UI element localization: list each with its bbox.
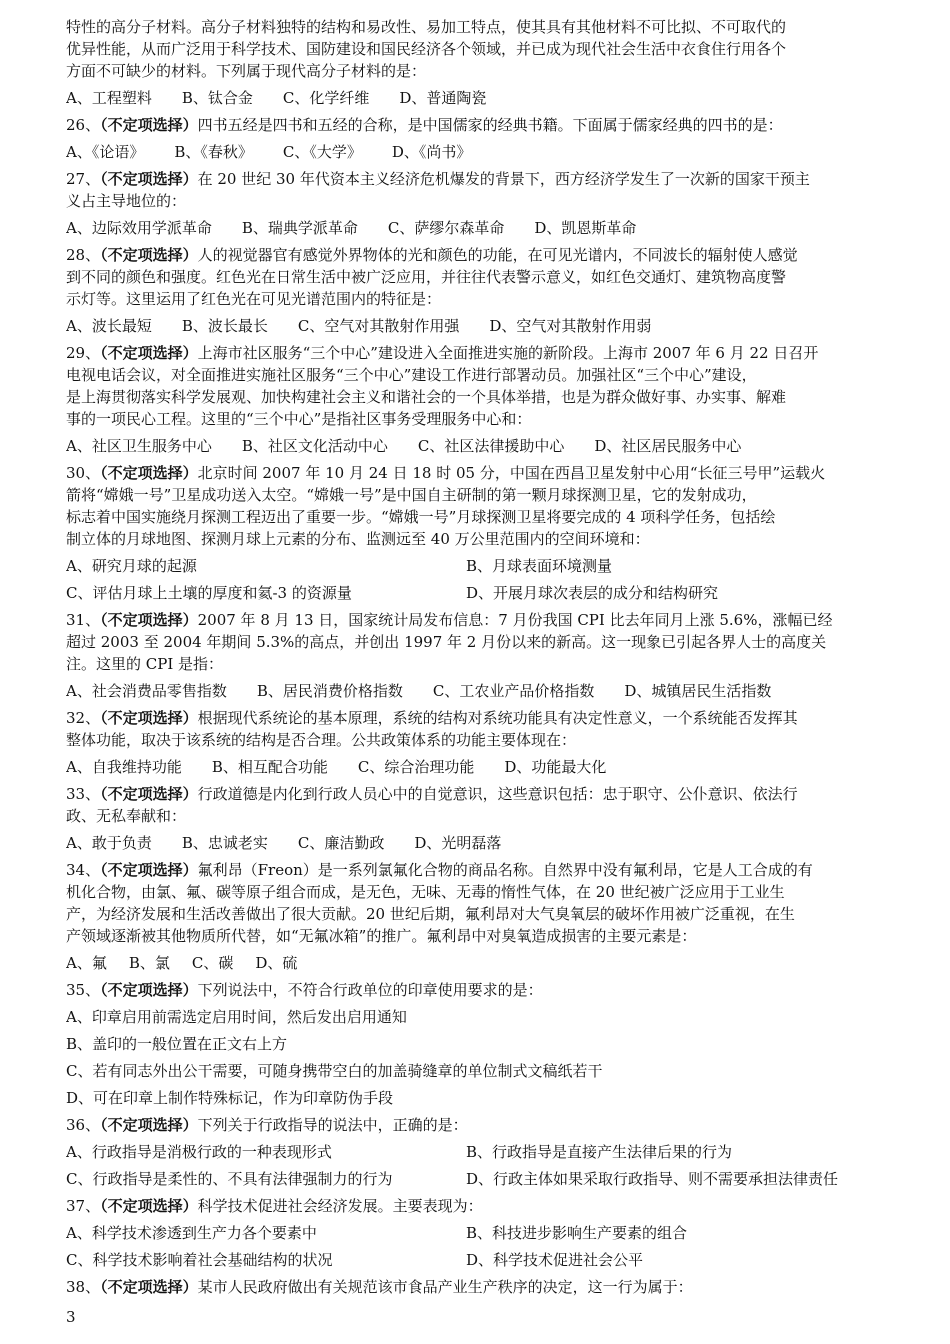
- options-row: [66, 952, 888, 974]
- option-a: A、科学技术渗透到生产力各个要素中: [66, 1224, 317, 1242]
- question-type-tag: （不定项选择）: [100, 170, 198, 188]
- question-text: 32、（不定项选择）根据现代系统论的基本原理，系统的结构对系统功能具有决定性意义，一个系统能否发挥其: [66, 709, 798, 727]
- option-a: A、行政指导是消极行政的一种表现形式: [66, 1143, 332, 1161]
- question-35: [66, 979, 888, 1109]
- option-a: A、边际效用学派革命: [66, 219, 212, 237]
- question-text: 产领域逐渐被其他物质所代替，如“无氟冰箱”的推广。氟利昂中对臭氧造成损害的主要元素是：: [66, 927, 697, 945]
- question-text: 整体功能，取决于该系统的结构是否合理。公共政策体系的功能主要体现在：: [66, 731, 577, 749]
- page-number: 3: [66, 1308, 76, 1326]
- option-c: C、社区法律援助中心: [417, 437, 565, 455]
- option-b: B、《春秋》: [174, 143, 253, 161]
- option-c: C、若有同志外出公干需要，可随身携带空白的加盖骑缝章的单位制式文稿纸若干: [66, 1062, 603, 1080]
- question-text: 28、（不定项选择）人的视觉器官有感觉外界物体的光和颜色的功能，在可见光谱内，不同波长的辐射使人感觉: [66, 246, 798, 264]
- options-row: [66, 1222, 888, 1244]
- question-text: 制立体的月球地图、探测月球上元素的分布、监测远至 40 万公里范围内的空间环境和：: [66, 530, 650, 548]
- question-29: [66, 342, 888, 457]
- question-number: 37、: [66, 1197, 101, 1215]
- option-d: D、凯恩斯革命: [534, 219, 637, 237]
- options-row: [66, 1141, 888, 1163]
- options-row: [66, 315, 888, 337]
- question-38: [66, 1276, 888, 1298]
- question-text: 事的一项民心工程。这里的“三个中心”是指社区事务受理服务中心和：: [66, 410, 532, 428]
- question-type-tag: （不定项选择）: [100, 344, 198, 362]
- options-row: [66, 680, 888, 702]
- question-type-tag: （不定项选择）: [100, 246, 198, 264]
- question-text: 36、（不定项选择）下列关于行政指导的说法中，正确的是：: [66, 1116, 468, 1134]
- options-row: [66, 832, 888, 854]
- question-list: [66, 16, 888, 1298]
- question-number: 32、: [66, 709, 101, 727]
- option-b: B、氯: [128, 954, 170, 972]
- question-number: 33、: [66, 785, 101, 803]
- question-text: 方面不可缺少的材料。下列属于现代高分子材料的是：: [66, 62, 427, 80]
- question-text: 优异性能，从而广泛用于科学技术、国防建设和国民经济各个领域，并已成为现代社会生活中衣食住行用各个: [66, 40, 787, 58]
- question-number: 38、: [66, 1278, 101, 1296]
- question-text: 电视电话会议，对全面推进实施社区服务“三个中心”建设工作进行部署动员。加强社区“三个中心”建设，: [66, 366, 757, 384]
- options-row: [66, 582, 888, 604]
- option-c: C、综合治理功能: [357, 758, 475, 776]
- question-30: [66, 462, 888, 604]
- option-b: B、相互配合功能: [211, 758, 328, 776]
- question-type-tag: （不定项选择）: [100, 709, 198, 727]
- option-c: C、科学技术影响着社会基础结构的状况: [66, 1251, 333, 1269]
- question-text: 34、（不定项选择）氟利昂（Freon）是一系列氯氟化合物的商品名称。自然界中没有氟利昂，它是人工合成的有: [66, 861, 813, 879]
- question-text: 产，为经济发展和生活改善做出了很大贡献。20 世纪后期，氟利昂对大气臭氧层的破坏作用被广泛重视，在生: [66, 905, 795, 923]
- question-text: 30、（不定项选择）北京时间 2007 年 10 月 24 日 18 时 05 分，中国在西昌卫星发射中心用“长征三号甲”运载火: [66, 464, 826, 482]
- options-row: [66, 435, 888, 457]
- option-c: C、萨缪尔森革命: [387, 219, 505, 237]
- option-a: A、氟: [66, 954, 107, 972]
- option-d: D、开展月球次表层的成分和结构研究: [466, 584, 719, 602]
- question-text: 31、（不定项选择）2007 年 8 月 13 日，国家统计局发布信息：7 月份我国 CPI 比去年同月上涨 5.6%，涨幅已经: [66, 611, 833, 629]
- question-number: 31、: [66, 611, 101, 629]
- option-b: B、盖印的一般位置在正文右上方: [66, 1035, 288, 1053]
- question-number: 27、: [66, 170, 101, 188]
- question-text: 政、无私奉献和：: [66, 807, 187, 825]
- option-a: A、研究月球的起源: [66, 557, 197, 575]
- question-31: [66, 609, 888, 702]
- option-b: B、社区文化活动中心: [241, 437, 388, 455]
- question-text: 示灯等。这里运用了红色光在可见光谱范围内的特征是：: [66, 290, 442, 308]
- question-number: 30、: [66, 464, 101, 482]
- options-row: [66, 87, 888, 109]
- question-text: 标志着中国实施绕月探测工程迈出了重要一步。“嫦娥一号”月球探测卫星将要完成的 4 项科学任务，包括绘: [66, 508, 776, 526]
- question-28: [66, 244, 888, 337]
- question-number: 34、: [66, 861, 101, 879]
- question-type-tag: （不定项选择）: [100, 464, 198, 482]
- option-a: A、《论语》: [66, 143, 145, 161]
- option-d: D、城镇居民生活指数: [624, 682, 772, 700]
- question-25: [66, 16, 888, 109]
- option-b: B、行政指导是直接产生法律后果的行为: [466, 1143, 733, 1161]
- question-type-tag: （不定项选择）: [100, 785, 198, 803]
- option-d: D、普通陶瓷: [399, 89, 487, 107]
- option-d: D、可在印章上制作特殊标记，作为印章防伪手段: [66, 1089, 394, 1107]
- question-number: 28、: [66, 246, 101, 264]
- question-text: 35、（不定项选择）下列说法中，不符合行政单位的印章使用要求的是：: [66, 981, 543, 999]
- option-c: C、廉洁勤政: [297, 834, 385, 852]
- option-a: A、社会消费品零售指数: [66, 682, 227, 700]
- question-number: 29、: [66, 344, 101, 362]
- option-a: A、社区卫生服务中心: [66, 437, 212, 455]
- question-text: 33、（不定项选择）行政道德是内化到行政人员心中的自觉意识，这些意识包括：忠于职守、公仆意识、依法行: [66, 785, 798, 803]
- question-number: 35、: [66, 981, 101, 999]
- question-text: 26、（不定项选择）四书五经是四书和五经的合称，是中国儒家的经典书籍。下面属于儒家经典的四书的是：: [66, 116, 783, 134]
- question-number: 26、: [66, 116, 101, 134]
- option-b: B、科技进步影响生产要素的组合: [466, 1224, 688, 1242]
- option-c: C、工农业产品价格指数: [432, 682, 595, 700]
- option-a: A、工程塑料: [66, 89, 152, 107]
- option-b: B、瑞典学派革命: [241, 219, 358, 237]
- question-text: 机化合物，由氯、氟、碳等原子组合而成，是无色，无味、无毒的惰性气体，在 20 世纪被广泛应用于工业生: [66, 883, 785, 901]
- option-c: C、化学纤维: [282, 89, 370, 107]
- option-b: B、钛合金: [181, 89, 253, 107]
- options-row: [66, 1168, 888, 1190]
- option-c: C、评估月球上土壤的厚度和氦-3 的资源量: [66, 584, 352, 602]
- question-text: 29、（不定项选择）上海市社区服务“三个中心”建设进入全面推进实施的新阶段。上海市 2007 年 6 月 22 日召开: [66, 344, 819, 362]
- question-text: 义占主导地位的：: [66, 192, 187, 210]
- options-row: [66, 555, 888, 577]
- option-d: D、硫: [255, 954, 298, 972]
- option-d: D、行政主体如果采取行政指导、则不需要承担法律责任: [466, 1170, 839, 1188]
- option-c: C、空气对其散射作用强: [297, 317, 460, 335]
- question-text: 到不同的颜色和强度。红色光在日常生活中被广泛应用，并往往代表警示意义，如红色交通灯、建筑物高度警: [66, 268, 787, 286]
- option-d: D、科学技术促进社会公平: [466, 1251, 644, 1269]
- option-d: D、功能最大化: [504, 758, 607, 776]
- options-row: [66, 217, 888, 239]
- question-number: 36、: [66, 1116, 101, 1134]
- option-b: B、月球表面环境测量: [466, 557, 613, 575]
- option-a: A、敢于负责: [66, 834, 152, 852]
- question-type-tag: （不定项选择）: [100, 861, 198, 879]
- option-d: D、《尚书》: [391, 143, 472, 161]
- option-c: C、行政指导是柔性的、不具有法律强制力的行为: [66, 1170, 393, 1188]
- question-type-tag: （不定项选择）: [100, 1278, 198, 1296]
- option-c: C、《大学》: [282, 143, 362, 161]
- question-text: 注。这里的 CPI 是指：: [66, 655, 224, 673]
- options-row: [66, 1249, 888, 1271]
- option-d: D、空气对其散射作用弱: [489, 317, 652, 335]
- question-27: [66, 168, 888, 239]
- question-37: [66, 1195, 888, 1271]
- question-text: 37、（不定项选择）科学技术促进社会经济发展。主要表现为：: [66, 1197, 483, 1215]
- option-b: B、居民消费价格指数: [256, 682, 403, 700]
- question-text: 特性的高分子材料。高分子材料独特的结构和易改性、易加工特点，使其具有其他材料不可比拟、不可取代的: [66, 18, 787, 36]
- option-a: A、波长最短: [66, 317, 152, 335]
- option-a: A、印章启用前需选定启用时间，然后发出启用通知: [66, 1008, 407, 1026]
- question-type-tag: （不定项选择）: [100, 611, 198, 629]
- question-26: [66, 114, 888, 163]
- question-text: 27、（不定项选择）在 20 世纪 30 年代资本主义经济危机爆发的背景下，西方经济学发生了一次新的国家干预主: [66, 170, 810, 188]
- question-text: 是上海贯彻落实科学发展观、加快构建社会主义和谐社会的一个具体举措，也是为群众做好事、办实事、解难: [66, 388, 787, 406]
- question-type-tag: （不定项选择）: [100, 1197, 198, 1215]
- options-row: [66, 756, 888, 778]
- option-b: B、忠诚老实: [181, 834, 268, 852]
- question-36: [66, 1114, 888, 1190]
- question-type-tag: （不定项选择）: [100, 1116, 198, 1134]
- question-33: [66, 783, 888, 854]
- question-32: [66, 707, 888, 778]
- option-d: D、社区居民服务中心: [594, 437, 742, 455]
- option-c: C、碳: [191, 954, 234, 972]
- question-text: 箭将“嫦娥一号”卫星成功送入太空。“嫦娥一号”是中国自主研制的第一颗月球探测卫星，它的发射成功，: [66, 486, 757, 504]
- option-b: B、波长最长: [181, 317, 268, 335]
- question-34: [66, 859, 888, 974]
- question-text: 38、（不定项选择）某市人民政府做出有关规范该市食品产业生产秩序的决定，这一行为属于：: [66, 1278, 693, 1296]
- options-row: [66, 141, 888, 163]
- question-text: 超过 2003 至 2004 年期间 5.3%的高点，并创出 1997 年 2 月份以来的新高。这一现象已引起各界人士的高度关: [66, 633, 827, 651]
- option-d: D、光明磊落: [414, 834, 502, 852]
- question-type-tag: （不定项选择）: [100, 116, 198, 134]
- question-type-tag: （不定项选择）: [100, 981, 198, 999]
- option-a: A、自我维持功能: [66, 758, 182, 776]
